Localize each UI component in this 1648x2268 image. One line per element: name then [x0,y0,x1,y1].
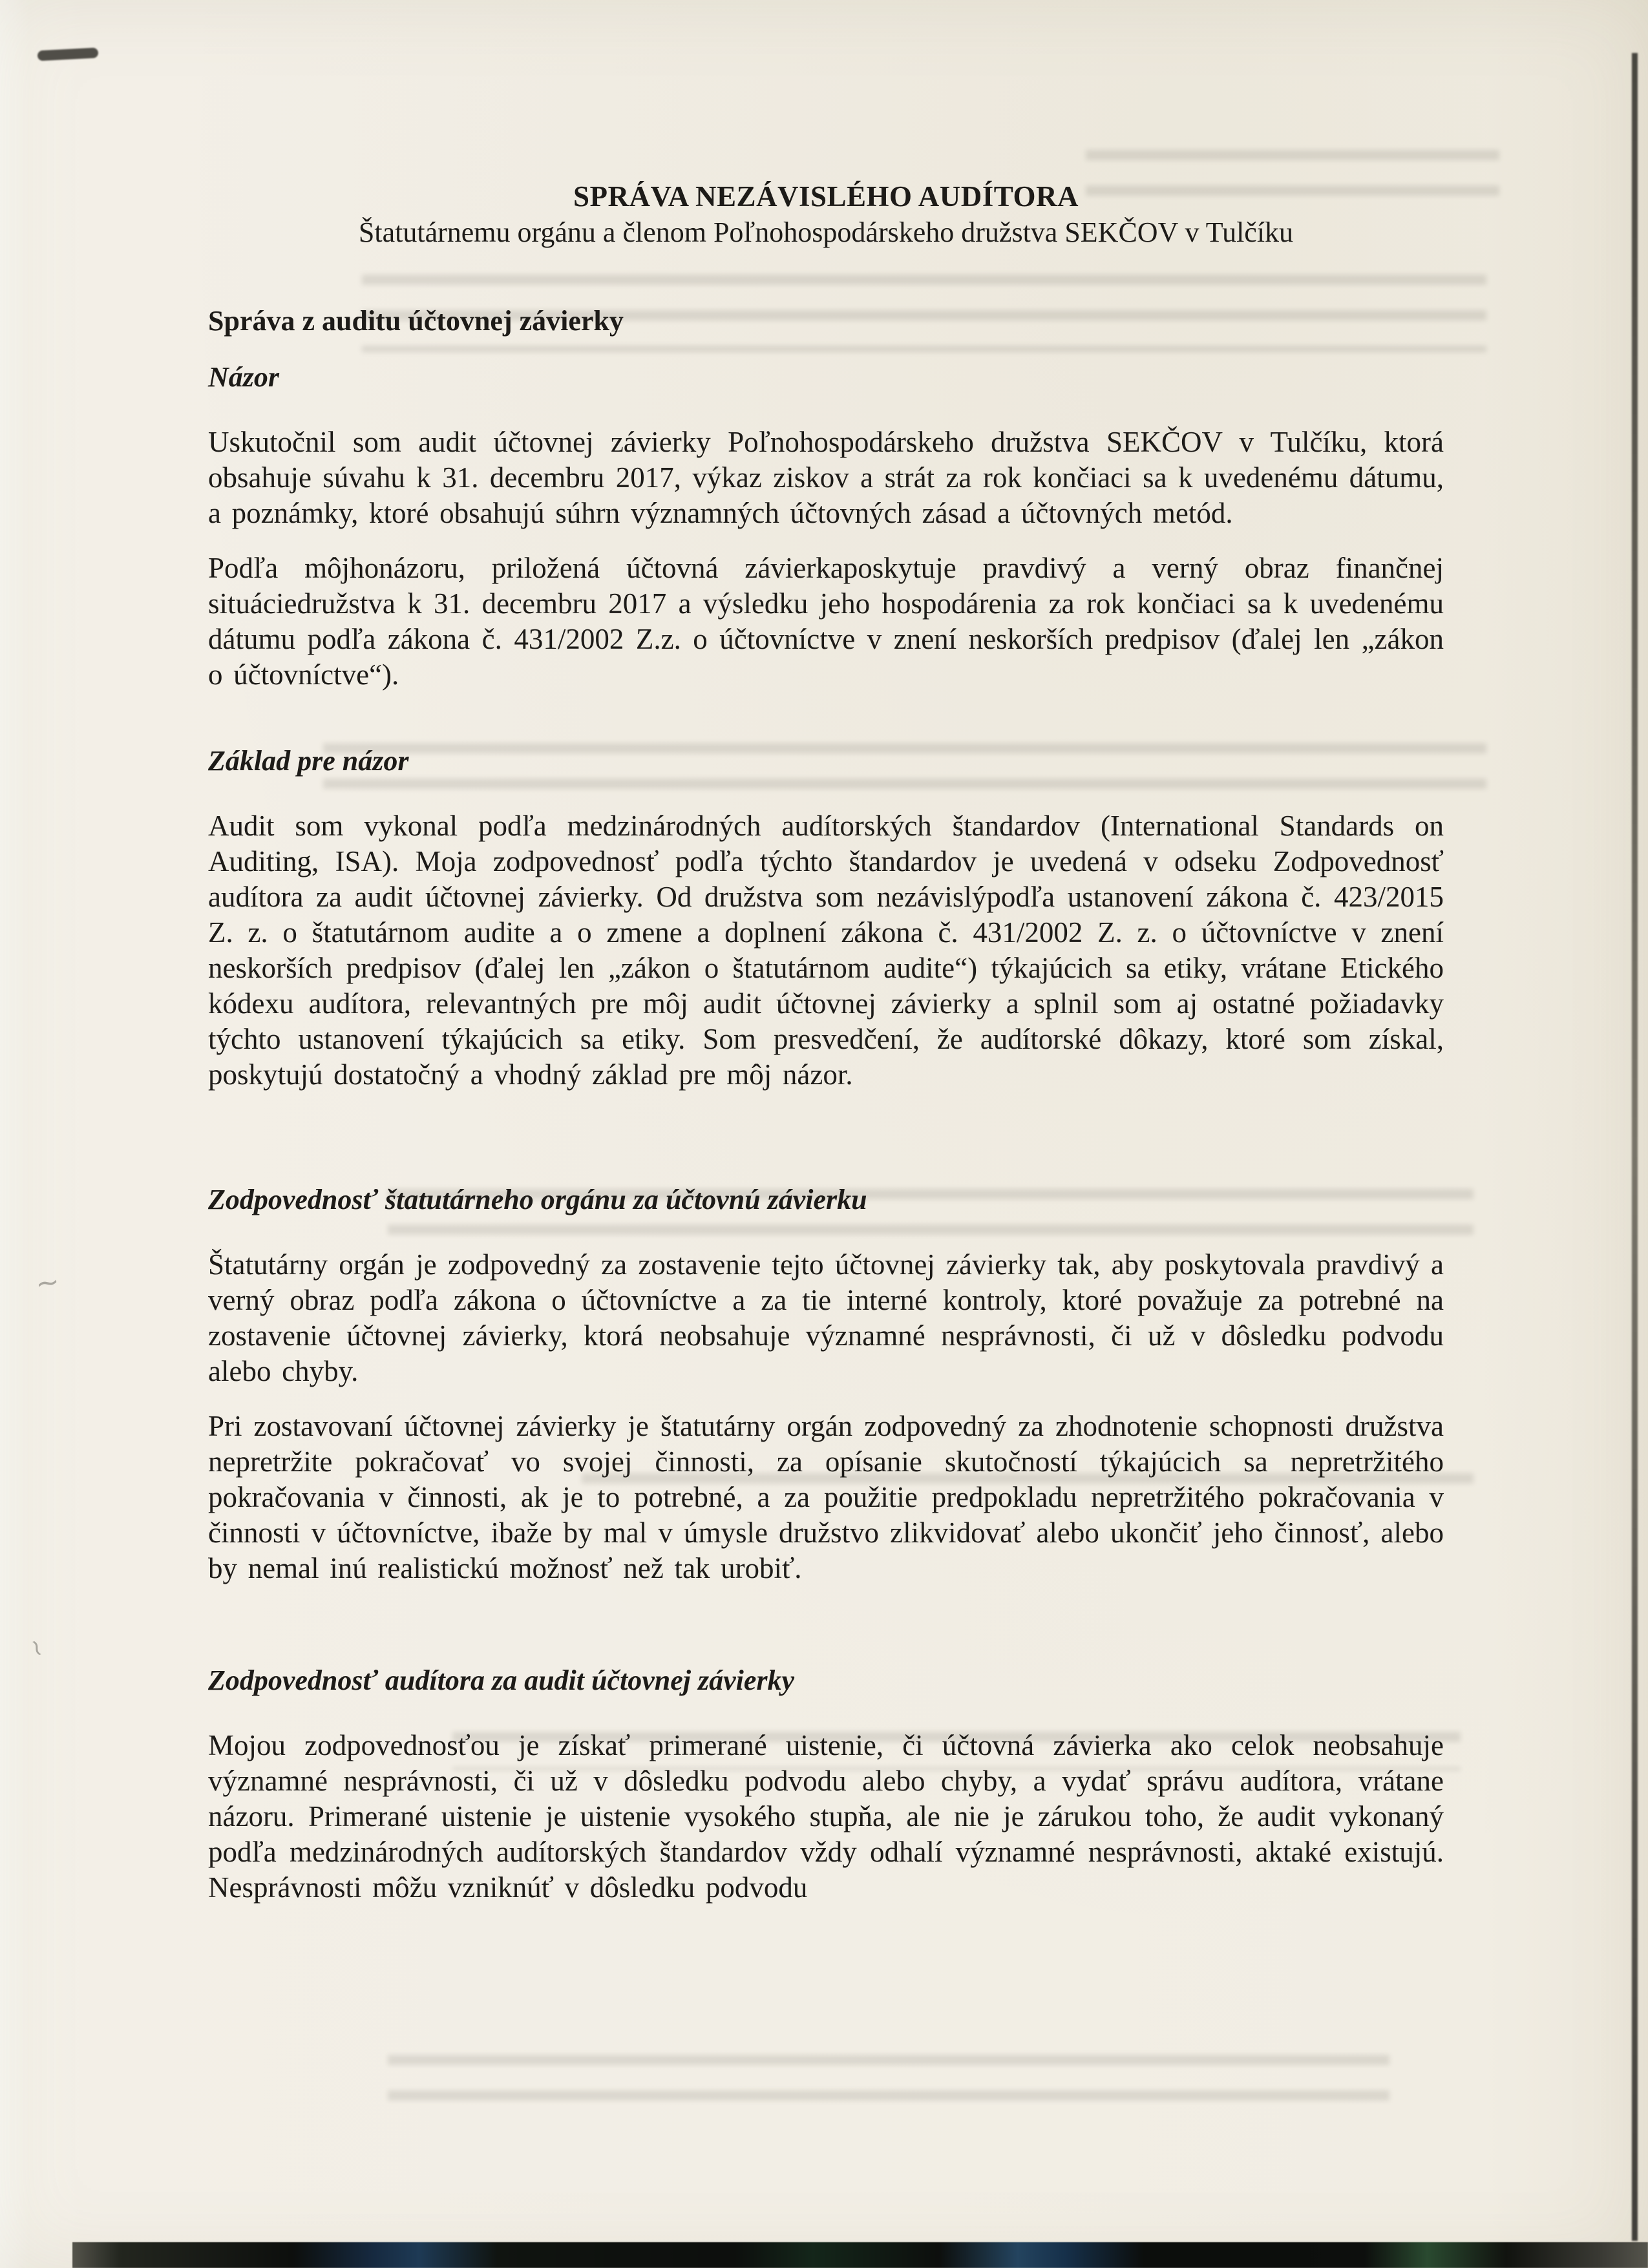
paragraph-zodpovednost-audit-1: Mojou zodpovednosťou je získať primerané uistenie, či účtovná závierka ako celok neobsahuje významné nesprávnosti, či už v dôsledku podvodu alebo chyby, a vydať správu audítora, vrátane názoru. Primerané uistenie je uistenie vysokého stupňa, ale nie je zárukou toho, že audit vykonaný podľa medzinárodných audítorských štandardov vždy odhalí významné nesprávnosti, aktaké existujú. Nesprávnosti môžu vzniknúť v dôsledku podvodu [208,1729,1444,1904]
section-heading-zaklad-pre-nazor: Základ pre názor [208,745,409,777]
document-recipient: Štatutárnemu orgánu a členom Poľnohospodárskeho družstva SEKČOV v Tulčíku [358,216,1294,248]
section-heading-nazor: Názor [208,361,280,393]
paragraph-zodpovednost-statut-1: Štatutárny orgán je zodpovedný za zostavenie tejto účtovnej závierky tak, aby poskytovala pravdivý a verný obraz podľa zákona o účtovníctve a za tie interné kontroly, ktoré považuje za potrebné na zostavenie účtovnej závierky, ktorá neobsahuje významné nesprávnosti, či už v dôsledku podvodu alebo chyby. [208,1248,1444,1387]
scan-corner-mark [37,48,99,61]
pencil-mark: ~ [33,1265,62,1301]
section-nazor [208,361,1444,693]
paragraph-nazor-1: Uskutočnil som audit účtovnej závierky Poľnohospodárskeho družstva SEKČOV v Tulčíku, ktorá obsahuje súvahu k 31. decembru 2017, výkaz ziskov a strát za rok končiaci sa k uvedenému dátumu, a poznámky, ktoré obsahujú súhrn významných účtovných zásad a účtovných metód. [208,426,1444,529]
section-heading-zodpovednost-statutarneho-organu: Zodpovednosť štatutárneho orgánu za účtovnú závierku [208,1184,867,1215]
scan-right-edge-line [1632,53,1638,2241]
document-title: SPRÁVA NEZÁVISLÉHO AUDÍTORA [573,180,1079,213]
section-zodpovednost-auditora [208,1664,1444,1906]
report-heading: Správa z auditu účtovnej závierky [208,305,624,337]
pencil-mark: ~ [21,1634,53,1662]
scan-bottom-edge-band [72,2242,1648,2268]
section-heading-zodpovednost-auditora: Zodpovednosť audítora za audit účtovnej závierky [208,1664,795,1696]
bleed-through-artifact [388,2055,1389,2110]
section-zaklad-pre-nazor [208,744,1444,1093]
section-zodpovednost-statutarneho-organu [208,1183,1444,1586]
paragraph-zaklad-1: Audit som vykonal podľa medzinárodných audítorských štandardov (International Standards on Auditing, ISA). Moja zodpovednosť podľa týchto štandardov je uvedená v odseku Zodpovednosť audítora za audit účtovnej závierky. Od družstva som nezávislýpodľa ustanovení zákona č. 423/2015 Z. z. o štatutárnom audite a o zmene a doplnení zákona č. 431/2002 Z. z. o účtovníctve v znení neskorších predpisov (ďalej len „zákon o štatutárnom audite“) týkajúcich sa etiky, vrátane Etického kódexu audítora, relevantných pre môj audit účtovnej závierky a splnil som aj ostatné požiadavky týchto ustanovení týkajúcich sa etiky. Som presvedčení, že audítorské dôkazy, ktoré som získal, poskytujú dostatočný a vhodný základ pre môj názor. [208,810,1444,1091]
paragraph-nazor-2: Podľa môjhonázoru, priložená účtovná závierkaposkytuje pravdivý a verný obraz finančnej situáciedružstva k 31. decembru 2017 a výsledku jeho hospodárenia za rok končiaci sa k uvedenému dátumu podľa zákona č. 431/2002 Z.z. o účtovníctve v znení neskorších predpisov (ďalej len „zákon o účtovníctve“). [208,552,1444,691]
document-body [208,180,1444,1906]
paragraph-zodpovednost-statut-2: Pri zostavovaní účtovnej závierky je štatutárny orgán zodpovedný za zhodnotenie schopnosti družstva nepretržite pokračovať vo svojej činnosti, za opísanie skutočností týkajúcich sa nepretržitého pokračovania v činnosti, ak je to potrebné, a za použitie predpokladu nepretržitého pokračovania v činnosti v účtovníctve, ibaže by mal v úmysle družstvo zlikvidovať alebo ukončiť jeho činnosť, alebo by nemal inú realistickú možnosť než tak urobiť. [208,1410,1444,1584]
